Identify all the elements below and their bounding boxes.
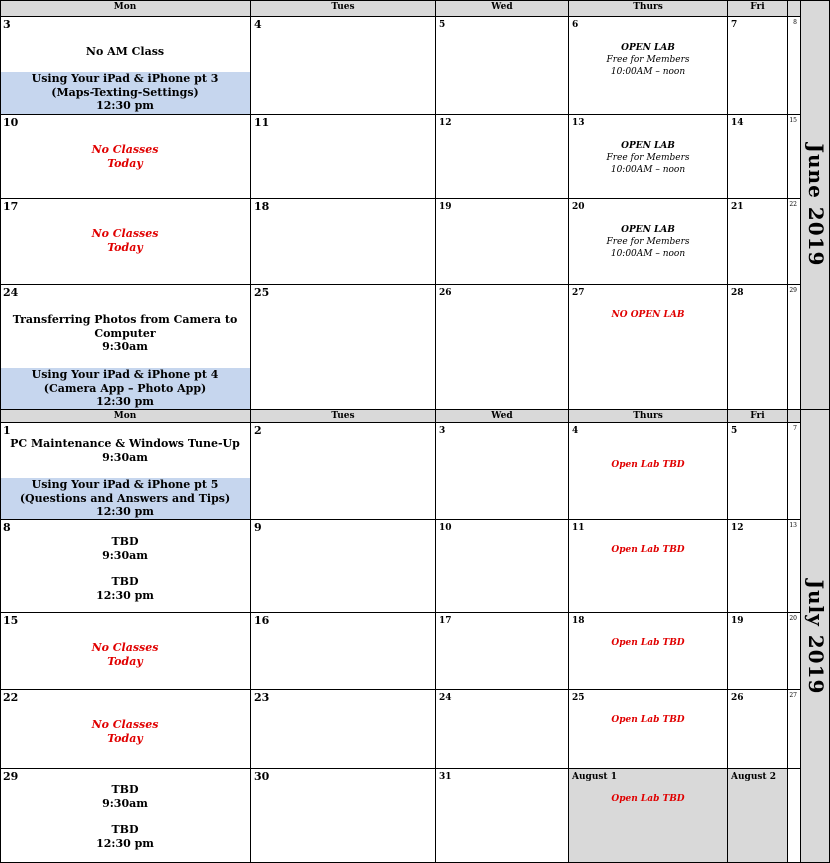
day-number: 4 — [254, 18, 262, 31]
day-cell[interactable] — [569, 613, 728, 690]
event-title: OPEN LAB — [621, 225, 675, 235]
day-number: 27 — [572, 288, 585, 298]
event-subtitle: Free for Members — [606, 55, 690, 65]
event-time: 12:30 pm — [96, 588, 154, 602]
event-no-open-lab: NO OPEN LAB — [611, 310, 685, 320]
header-sat — [788, 410, 801, 423]
event-pc-maintenance[interactable] — [0, 437, 250, 464]
day-number: 16 — [254, 614, 270, 627]
weekend-cell — [788, 17, 801, 115]
day-number: 10 — [3, 116, 19, 129]
event-time: 10:00AM – noon — [610, 249, 686, 259]
day-number: 14 — [731, 118, 744, 128]
day-number: 12 — [731, 523, 744, 533]
header-wed: Wed — [436, 410, 569, 423]
header-mon: Mon — [0, 410, 251, 423]
day-cell[interactable] — [728, 423, 788, 520]
day-number: 31 — [439, 772, 452, 782]
day-cell[interactable] — [436, 690, 569, 769]
day-cell[interactable] — [251, 199, 436, 285]
weekend-cell — [788, 285, 801, 410]
event-no-classes — [0, 718, 250, 745]
event-open-lab-tbd[interactable]: Open Lab TBD — [611, 638, 685, 648]
day-cell[interactable] — [436, 17, 569, 115]
event-time: 9:30am — [102, 450, 148, 464]
event-subtitle: (Camera App – Photo App) — [43, 381, 207, 395]
day-cell[interactable] — [728, 17, 788, 115]
day-number: 1 — [3, 424, 11, 437]
event-open-lab[interactable] — [569, 140, 727, 176]
day-number: 20 — [789, 615, 797, 622]
day-cell[interactable] — [251, 115, 436, 199]
day-cell[interactable] — [436, 613, 569, 690]
day-number: 9 — [254, 521, 262, 534]
day-cell[interactable] — [728, 285, 788, 410]
event-transferring-photos[interactable] — [0, 313, 250, 354]
month-label-july — [801, 410, 830, 863]
day-number: 22 — [3, 691, 19, 704]
event-subtitle: Free for Members — [606, 237, 690, 247]
event-title: Using Your iPad & iPhone pt 5 — [31, 478, 219, 491]
event-subtitle: (Questions and Answers and Tips) — [19, 491, 231, 505]
event-subtitle: Today — [107, 240, 143, 254]
event-subtitle: (Maps-Texting-Settings) — [51, 85, 199, 99]
event-tbd[interactable] — [0, 783, 250, 850]
day-cell[interactable] — [569, 199, 728, 285]
day-cell[interactable] — [436, 520, 569, 613]
header-fri: Fri — [728, 0, 788, 17]
weekend-cell — [788, 690, 801, 769]
month-label-june — [801, 0, 830, 410]
day-number: 29 — [789, 287, 797, 294]
event-no-classes — [0, 143, 250, 170]
day-number: 29 — [3, 770, 19, 783]
header-mon: Mon — [0, 0, 251, 17]
day-cell[interactable] — [251, 423, 436, 520]
day-cell[interactable] — [569, 423, 728, 520]
header-tues: Tues — [251, 410, 436, 423]
day-cell[interactable] — [0, 520, 251, 613]
day-number: 24 — [439, 693, 452, 703]
event-title: Transferring Photos from Camera to — [12, 313, 238, 326]
day-cell[interactable] — [728, 520, 788, 613]
event-title: PC Maintenance & Windows Tune-Up — [10, 437, 240, 450]
day-number: 2 — [254, 424, 262, 437]
event-title: TBD — [111, 575, 139, 588]
day-number: 6 — [572, 20, 579, 30]
event-open-lab-tbd[interactable]: Open Lab TBD — [611, 545, 685, 555]
event-title: No Classes — [91, 143, 159, 156]
header-wed: Wed — [436, 0, 569, 17]
day-number: 28 — [731, 288, 744, 298]
day-number: 22 — [789, 201, 797, 208]
day-number: 24 — [3, 286, 19, 299]
day-cell[interactable] — [569, 17, 728, 115]
day-cell[interactable] — [251, 769, 436, 863]
day-cell[interactable] — [251, 285, 436, 410]
day-number: 18 — [254, 200, 270, 213]
day-cell[interactable] — [728, 690, 788, 769]
day-number: August 2 — [731, 772, 776, 782]
day-number: 20 — [572, 202, 585, 212]
event-subtitle: Today — [107, 156, 143, 170]
day-cell[interactable] — [436, 285, 569, 410]
day-number: 4 — [572, 426, 579, 436]
event-no-am-class: No AM Class — [85, 45, 165, 58]
day-number: 17 — [3, 200, 19, 213]
day-number: 26 — [731, 693, 744, 703]
day-cell[interactable] — [251, 17, 436, 115]
day-cell[interactable] — [251, 690, 436, 769]
day-number: 11 — [572, 523, 585, 533]
day-cell[interactable] — [569, 690, 728, 769]
day-cell[interactable] — [0, 613, 251, 690]
header-sat — [788, 0, 801, 17]
day-cell[interactable] — [251, 613, 436, 690]
day-number: 15 — [789, 117, 797, 124]
header-tues: Tues — [251, 0, 436, 17]
event-ipad-pt5[interactable] — [0, 478, 250, 519]
day-cell[interactable] — [251, 520, 436, 613]
day-number: 13 — [572, 118, 585, 128]
day-cell[interactable] — [0, 115, 251, 199]
day-number: 19 — [731, 616, 744, 626]
day-cell[interactable] — [0, 423, 251, 520]
day-cell[interactable] — [436, 199, 569, 285]
event-subtitle: Today — [107, 654, 143, 668]
day-number: 12 — [439, 118, 452, 128]
day-number: 3 — [439, 426, 446, 436]
event-time: 12:30 pm — [96, 505, 154, 518]
day-cell[interactable] — [0, 769, 251, 863]
day-number: 17 — [439, 616, 452, 626]
event-time: 9:30am — [102, 548, 148, 562]
month-title: June 2019 — [803, 143, 828, 266]
day-number: 11 — [254, 116, 270, 129]
event-open-lab-tbd[interactable]: Open Lab TBD — [611, 460, 685, 470]
event-title: No Classes — [91, 641, 159, 654]
event-subtitle: Free for Members — [606, 153, 690, 163]
day-cell[interactable] — [728, 115, 788, 199]
event-time: 12:30 pm — [96, 99, 154, 112]
event-no-classes — [0, 227, 250, 254]
day-number: 27 — [789, 692, 797, 699]
weekend-cell — [788, 423, 801, 520]
day-number: 10 — [439, 523, 452, 533]
event-open-lab[interactable] — [569, 42, 727, 78]
event-title: TBD — [111, 823, 139, 836]
day-cell[interactable] — [728, 613, 788, 690]
day-number: 19 — [439, 202, 452, 212]
event-subtitle: Today — [107, 731, 143, 745]
event-no-classes — [0, 641, 250, 668]
day-cell[interactable] — [569, 769, 728, 863]
event-time: 9:30am — [102, 796, 148, 810]
day-number: 23 — [254, 691, 270, 704]
event-title: No Classes — [91, 718, 159, 731]
day-number: 7 — [793, 425, 797, 432]
event-open-lab-tbd[interactable]: Open Lab TBD — [611, 794, 685, 804]
event-title: OPEN LAB — [621, 43, 675, 53]
event-open-lab-tbd[interactable]: Open Lab TBD — [611, 715, 685, 725]
event-title-cont: Computer — [94, 326, 156, 340]
day-number: 5 — [439, 20, 446, 30]
event-time: 12:30 pm — [96, 836, 154, 850]
day-number: 21 — [731, 202, 744, 212]
month-title: July 2019 — [803, 579, 828, 694]
day-number: 30 — [254, 770, 270, 783]
day-cell[interactable] — [0, 17, 251, 115]
weekend-cell — [788, 613, 801, 690]
day-cell[interactable] — [0, 690, 251, 769]
event-ipad-pt3[interactable] — [0, 72, 250, 114]
day-cell[interactable] — [569, 520, 728, 613]
event-open-lab[interactable] — [569, 224, 727, 260]
weekend-cell — [788, 199, 801, 285]
weekend-cell — [788, 115, 801, 199]
day-number: 3 — [3, 18, 11, 31]
day-number: 5 — [731, 426, 738, 436]
day-cell[interactable] — [0, 199, 251, 285]
day-cell[interactable] — [569, 285, 728, 410]
weekend-cell — [788, 769, 801, 863]
day-number: August 1 — [572, 772, 617, 782]
event-time: 10:00AM – noon — [610, 165, 686, 175]
header-thurs: Thurs — [569, 410, 728, 423]
day-cell[interactable] — [436, 115, 569, 199]
day-number: 13 — [789, 522, 797, 529]
day-number: 15 — [3, 614, 19, 627]
day-cell[interactable] — [569, 115, 728, 199]
day-number: 26 — [439, 288, 452, 298]
event-title: No Classes — [91, 227, 159, 240]
event-tbd[interactable] — [0, 535, 250, 602]
day-number: 18 — [572, 616, 585, 626]
day-cell[interactable] — [436, 769, 569, 863]
header-thurs: Thurs — [569, 0, 728, 17]
event-time: 10:00AM – noon — [610, 67, 686, 77]
day-cell[interactable] — [436, 423, 569, 520]
event-title: Using Your iPad & iPhone pt 4 — [31, 368, 219, 381]
day-number: 8 — [3, 521, 11, 534]
day-cell[interactable] — [728, 769, 788, 863]
day-cell[interactable] — [0, 285, 251, 410]
event-time: 12:30 pm — [96, 395, 154, 408]
event-time: 9:30am — [102, 340, 148, 353]
event-ipad-pt4[interactable] — [0, 368, 250, 409]
day-cell[interactable] — [728, 199, 788, 285]
day-number: 8 — [793, 19, 797, 26]
event-title: Using Your iPad & iPhone pt 3 — [31, 72, 219, 85]
day-number: 25 — [572, 693, 585, 703]
header-fri: Fri — [728, 410, 788, 423]
event-title: TBD — [111, 783, 139, 796]
day-number: 7 — [731, 20, 738, 30]
weekend-cell — [788, 520, 801, 613]
event-title: TBD — [111, 535, 139, 548]
event-title: OPEN LAB — [621, 141, 675, 151]
day-number: 25 — [254, 286, 270, 299]
